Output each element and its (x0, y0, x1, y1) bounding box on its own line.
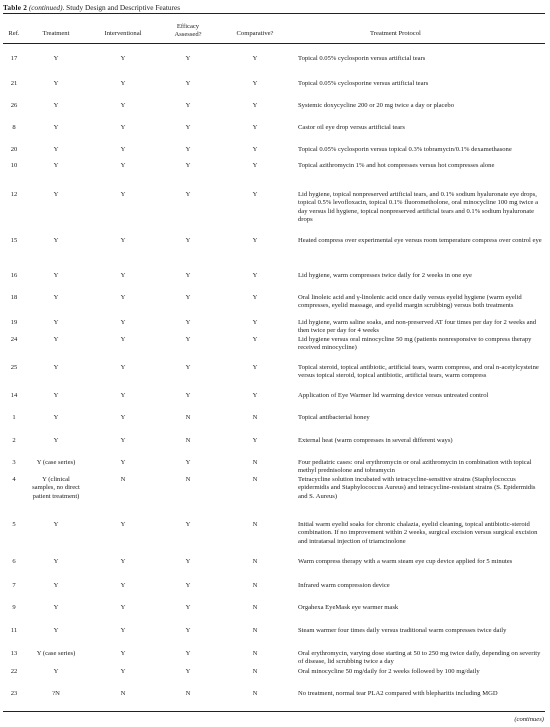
cell-interventional: Y (120, 650, 126, 657)
cell-ref: 11 (10, 627, 18, 634)
cell-ref: 8 (12, 124, 16, 131)
cell-comparative: Y (252, 272, 258, 279)
continues-note: (continues) (514, 716, 544, 723)
cell-protocol: Topical antibacterial honey (298, 414, 370, 421)
cell-comparative: Y (252, 80, 258, 87)
cell-ref: 4 (12, 476, 16, 483)
cell-efficacy: Y (185, 237, 191, 244)
cell-comparative: N (252, 414, 258, 421)
top-rule (3, 13, 545, 14)
cell-comparative: N (252, 650, 258, 657)
cell-comparative: Y (252, 55, 258, 62)
cell-interventional: Y (120, 558, 126, 565)
cell-efficacy: Y (185, 668, 191, 675)
cell-interventional: Y (120, 237, 126, 244)
cell-protocol: Orgahexa EyeMask eye warmer mask (298, 604, 399, 611)
cell-protocol: Topical steroid, topical antibiotic, artificial tears, warm compress, and oral n-acetylcysteine versus topical steroid, topical antibiotic, artificial tears, warm compress (298, 364, 539, 380)
table-label: Table 2 (3, 3, 28, 12)
cell-protocol: Topical 0.05% cyclosporine versus artificial tears (298, 80, 429, 87)
cell-ref: 22 (10, 668, 18, 675)
cell-protocol: Steam warmer four times daily versus traditional warm compresses twice daily (298, 627, 507, 634)
cell-interventional: Y (120, 294, 126, 301)
cell-treatment: Y (53, 414, 59, 421)
cell-interventional: Y (120, 459, 126, 466)
table-caption (3, 3, 180, 12)
cell-ref: 15 (10, 237, 18, 244)
cell-efficacy: Y (185, 162, 191, 169)
cell-treatment: ?N (52, 690, 60, 697)
cell-comparative: N (252, 627, 258, 634)
cell-interventional: Y (120, 162, 126, 169)
table-title: . Study Design and Descriptive Features (62, 3, 181, 12)
cell-treatment: Y (53, 294, 59, 301)
cell-comparative: Y (252, 364, 258, 371)
cell-ref: 23 (10, 690, 18, 697)
cell-treatment: Y (53, 146, 59, 153)
cell-treatment: Y (53, 392, 59, 399)
cell-ref: 13 (10, 650, 18, 657)
cell-treatment: Y (53, 437, 59, 444)
cell-interventional: Y (120, 146, 126, 153)
cell-protocol: External heat (warm compresses in several different ways) (298, 437, 453, 444)
cell-comparative: N (252, 604, 258, 611)
cell-treatment: Y (53, 272, 59, 279)
cell-comparative: N (252, 582, 258, 589)
cell-treatment: Y (53, 162, 59, 169)
cell-comparative: N (252, 690, 258, 697)
cell-comparative: Y (252, 437, 258, 444)
cell-treatment: Y (case series) (36, 650, 76, 657)
cell-ref: 25 (10, 364, 18, 371)
cell-treatment: Y (53, 604, 59, 611)
cell-interventional: Y (120, 124, 126, 131)
cell-ref: 17 (10, 55, 18, 62)
header-interventional: Interventional (104, 30, 142, 37)
cell-comparative: Y (252, 336, 258, 343)
cell-protocol: Oral minocycline 50 mg/daily for 2 weeks followed by 100 mg/daily (298, 668, 480, 675)
cell-treatment: Y (53, 102, 59, 109)
cell-efficacy: Y (185, 459, 191, 466)
cell-treatment: Y (clinical samples, no direct patient treatment) (32, 476, 80, 500)
cell-comparative: N (252, 668, 258, 675)
bottom-rule (3, 711, 545, 712)
cell-comparative: Y (252, 392, 258, 399)
cell-protocol: Lid hygiene, warm compresses twice daily for 2 weeks in one eye (298, 272, 472, 279)
cell-ref: 10 (10, 162, 18, 169)
header-ref: Ref. (8, 30, 20, 37)
cell-comparative: N (252, 558, 258, 565)
cell-efficacy: Y (185, 521, 191, 528)
cell-ref: 24 (10, 336, 18, 343)
cell-comparative: Y (252, 102, 258, 109)
cell-comparative: N (252, 459, 258, 466)
cell-treatment: Y (case series) (36, 459, 76, 466)
cell-efficacy: N (185, 414, 191, 421)
cell-interventional: Y (120, 55, 126, 62)
cell-treatment: Y (53, 55, 59, 62)
cell-interventional: N (120, 476, 126, 483)
cell-ref: 3 (12, 459, 16, 466)
table-continued: (continued) (28, 3, 63, 12)
cell-efficacy: Y (185, 80, 191, 87)
cell-efficacy: N (185, 437, 191, 444)
cell-protocol: Lid hygiene, warm saline soaks, and non-preserved AT four times per day for 2 weeks and then twice per day for 4 weeks (298, 319, 537, 335)
cell-efficacy: Y (185, 650, 191, 657)
cell-protocol: Infrared warm compression device (298, 582, 390, 589)
cell-ref: 18 (10, 294, 18, 301)
cell-ref: 2 (12, 437, 16, 444)
cell-efficacy: Y (185, 294, 191, 301)
cell-interventional: Y (120, 102, 126, 109)
cell-efficacy: Y (185, 627, 191, 634)
cell-ref: 19 (10, 319, 18, 326)
cell-efficacy: N (185, 476, 191, 483)
cell-interventional: Y (120, 392, 126, 399)
cell-interventional: Y (120, 521, 126, 528)
cell-ref: 16 (10, 272, 18, 279)
cell-ref: 21 (10, 80, 18, 87)
cell-protocol: Lid hygiene versus oral minocycline 50 mg (patients nonresponsive to compress therapy received minocycline) (298, 336, 532, 352)
cell-interventional: Y (120, 668, 126, 675)
cell-interventional: Y (120, 319, 126, 326)
cell-comparative: N (252, 521, 258, 528)
cell-protocol: Tetracycline solution incubated with tetracycline-sensitive strains (Staphylococcus epidermidis and Staphylococcus Aureus) and tetracycline-resistant strains (S. Epidermidis and S. Aureus) (298, 476, 536, 500)
cell-interventional: N (120, 690, 126, 697)
cell-protocol: Topical azithromycin 1% and hot compresses versus hot compresses alone (298, 162, 495, 169)
cell-efficacy: Y (185, 319, 191, 326)
cell-comparative: Y (252, 191, 258, 198)
cell-protocol: Oral erythromycin, varying dose starting at 50 to 250 mg twice daily, depending on severity of disease, lid scrubbing twice a day (298, 650, 541, 666)
cell-treatment: Y (53, 237, 59, 244)
cell-efficacy: N (185, 690, 191, 697)
cell-efficacy: Y (185, 124, 191, 131)
cell-treatment: Y (53, 364, 59, 371)
cell-ref: 26 (10, 102, 18, 109)
cell-protocol: Systemic doxycycline 200 or 20 mg twice a day or placebo (298, 102, 455, 109)
cell-ref: 9 (12, 604, 16, 611)
cell-protocol: Application of Eye Warmer lid warming device versus untreated control (298, 392, 489, 399)
cell-efficacy: Y (185, 604, 191, 611)
cell-efficacy: Y (185, 336, 191, 343)
cell-treatment: Y (53, 668, 59, 675)
cell-efficacy: Y (185, 558, 191, 565)
cell-comparative: Y (252, 237, 258, 244)
cell-protocol: Warm compress therapy with a warm steam eye cup device applied for 5 minutes (298, 558, 513, 565)
cell-interventional: Y (120, 364, 126, 371)
cell-ref: 6 (12, 558, 16, 565)
cell-ref: 7 (12, 582, 16, 589)
cell-protocol: Topical 0.05% cyclosporin versus artificial tears (298, 55, 426, 62)
cell-treatment: Y (53, 582, 59, 589)
cell-ref: 1 (12, 414, 16, 421)
cell-treatment: Y (53, 124, 59, 131)
cell-protocol: Four pediatric cases: oral erythromycin or oral azithromycin in combination with topical methyl prednisolone and tobramycin (298, 459, 532, 475)
cell-comparative: Y (252, 319, 258, 326)
cell-treatment: Y (53, 558, 59, 565)
cell-protocol: Oral linoleic acid and γ-linolenic acid once daily versus eyelid hygiene (warm eyelid compresses, eyelid massage, and eyelid margin scrubbing) versus both treatments (298, 294, 522, 310)
cell-protocol: Castor oil eye drop versus artificial tears (298, 124, 405, 131)
header-protocol: Treatment Protocol (370, 30, 421, 37)
cell-protocol: No treatment, normal tear PLA2 compared with blepharitis including MGD (298, 690, 498, 697)
header-treatment: Treatment (42, 30, 70, 37)
cell-ref: 20 (10, 146, 18, 153)
cell-comparative: Y (252, 162, 258, 169)
cell-efficacy: Y (185, 146, 191, 153)
cell-treatment: Y (53, 191, 59, 198)
cell-treatment: Y (53, 336, 59, 343)
header-comparative: Comparative? (236, 30, 274, 37)
cell-interventional: Y (120, 437, 126, 444)
cell-protocol: Topical 0.05% cyclosporin versus topical 0.3% tobramycin/0.1% dexamethasone (298, 146, 512, 153)
cell-efficacy: Y (185, 392, 191, 399)
cell-comparative: Y (252, 124, 258, 131)
cell-ref: 12 (10, 191, 18, 198)
cell-protocol: Initial warm eyelid soaks for chronic chalazia, eyelid cleaning, topical antibiotic-steroid combination. If no improvement within 2 weeks, surgical excision versus surgical excision and intratarsal injection of triamcinolone (298, 521, 538, 545)
cell-protocol: Lid hygiene, topical nonpreserved artificial tears, and 0.1% sodium hyaluronate eye drops, topical 0.5% levofloxacin, topical 0.1% fluorometholone, oral minocycline 100 mg twice a day versus lid hygiene, topical nonpreserved artificial tears and 0.1% sodium hyaluronate drops (298, 191, 539, 223)
cell-efficacy: Y (185, 102, 191, 109)
cell-interventional: Y (120, 414, 126, 421)
cell-efficacy: Y (185, 272, 191, 279)
cell-treatment: Y (53, 627, 59, 634)
cell-efficacy: Y (185, 364, 191, 371)
cell-interventional: Y (120, 604, 126, 611)
cell-ref: 14 (10, 392, 18, 399)
cell-comparative: Y (252, 294, 258, 301)
header-rule (3, 43, 545, 44)
cell-comparative: Y (252, 146, 258, 153)
cell-efficacy: Y (185, 582, 191, 589)
cell-interventional: Y (120, 191, 126, 198)
cell-efficacy: Y (185, 55, 191, 62)
cell-ref: 5 (12, 521, 16, 528)
cell-treatment: Y (53, 80, 59, 87)
cell-protocol: Heated compress over experimental eye versus room temperature compress over control eye (298, 237, 542, 244)
cell-interventional: Y (120, 272, 126, 279)
cell-interventional: Y (120, 80, 126, 87)
cell-interventional: Y (120, 627, 126, 634)
cell-comparative: N (252, 476, 258, 483)
header-efficacy: Efficacy Assessed? (174, 23, 202, 38)
cell-interventional: Y (120, 582, 126, 589)
cell-treatment: Y (53, 319, 59, 326)
cell-efficacy: Y (185, 191, 191, 198)
cell-treatment: Y (53, 521, 59, 528)
cell-interventional: Y (120, 336, 126, 343)
